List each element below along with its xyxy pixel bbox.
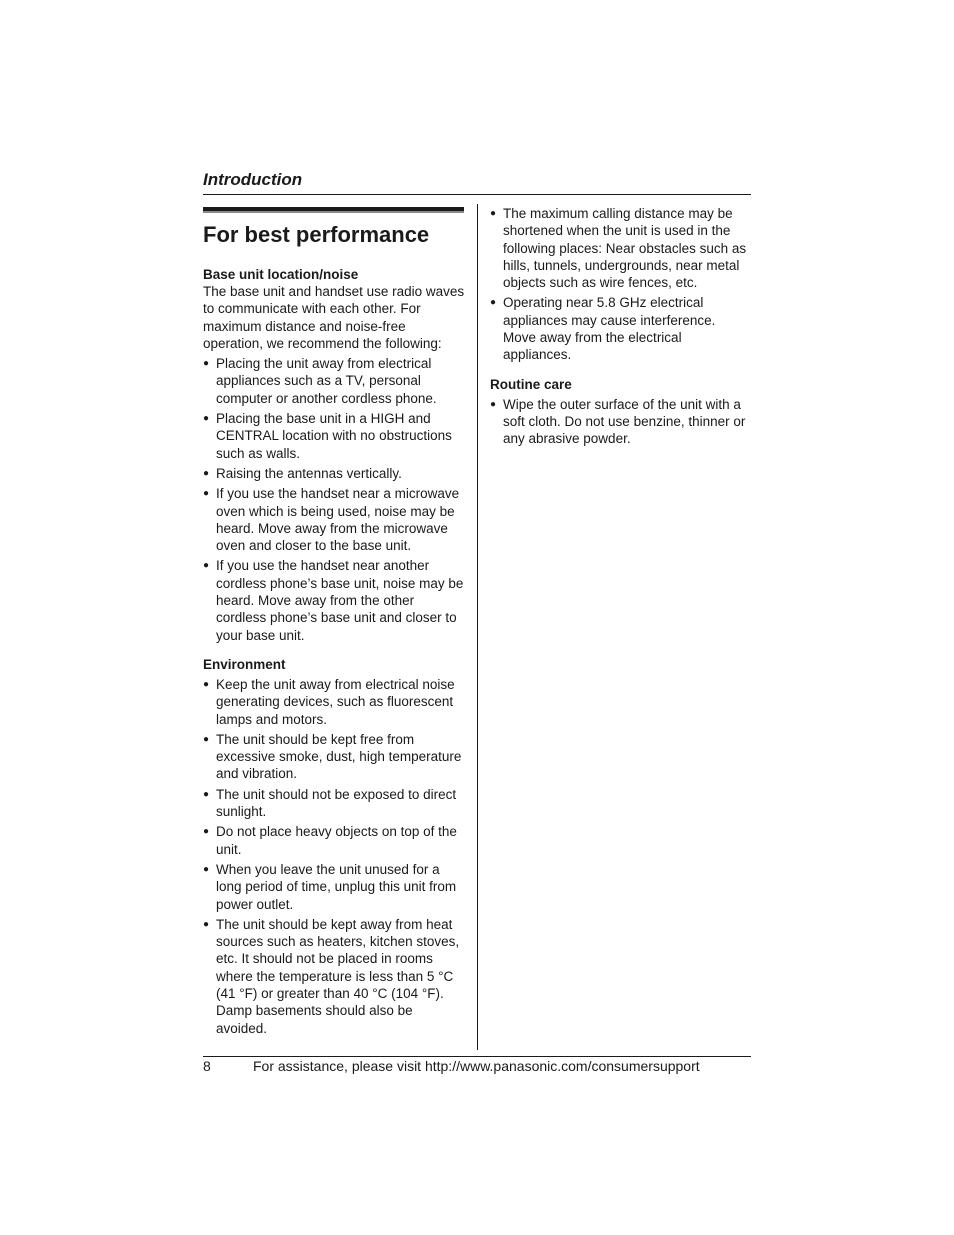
bullet-icon: ● — [203, 467, 210, 479]
list-item: ● Raising the antennas vertically. — [203, 465, 402, 481]
base-unit-list — [203, 355, 465, 644]
bullet-icon: ● — [490, 398, 497, 410]
list-item: ● Keep the unit away from electrical noise generating devices, such as fluorescent lamps and motors. — [203, 676, 455, 727]
base-unit-intro: The base unit and handset use radio waves to communicate with each other. For maximum distance and noise-free operation, we recommend the following: — [203, 284, 465, 351]
list-item: ● Operating near 5.8 GHz electrical appliances may cause interference. Move away from the electrical appliances. — [490, 295, 716, 363]
list-item: ● Wipe the outer surface of the unit with a soft cloth. Do not use benzine, thinner or any abrasive powder. — [490, 396, 746, 447]
list-item: ● If you use the handset near a microwave oven which is being used, noise may be heard. Move away from the microwave oven and closer to the base unit. — [203, 486, 460, 554]
bullet-icon: ● — [203, 863, 210, 875]
right-column — [490, 202, 752, 448]
list-item: ● When you leave the unit unused for a long period of time, unplug this unit from power outlet. — [203, 861, 457, 912]
list-item: ● The unit should be kept free from excessive smoke, dust, high temperature and vibration. — [203, 731, 462, 782]
list-item: ● Placing the base unit in a HIGH and CENTRAL location with no obstructions such as walls. — [203, 411, 452, 461]
section-title-bar — [203, 207, 464, 213]
bullet-icon: ● — [203, 488, 210, 500]
routine-care-list — [490, 396, 752, 448]
bullet-icon: ● — [490, 208, 497, 219]
list-item: ● Do not place heavy objects on top of the unit. — [203, 824, 457, 857]
bullet-icon: ● — [203, 413, 210, 425]
environment-list — [203, 676, 465, 1037]
running-header: Introduction — [203, 170, 303, 189]
bullet-icon: ● — [203, 358, 210, 370]
bullet-icon: ● — [203, 733, 210, 745]
list-item: ● If you use the handset near another cordless phone’s base unit, noise may be heard. Move away from the other cordless phone’s base unit and closer to your base unit. — [203, 558, 464, 643]
base-unit-list-continued — [490, 205, 752, 364]
header-divider — [203, 194, 751, 195]
footer-assistance-text: For assistance, please visit http://www.panasonic.com/consumersupport — [253, 1058, 700, 1074]
section-title: For best performance — [203, 222, 430, 247]
footer-divider — [203, 1056, 751, 1057]
list-item: ● The unit should be kept away from heat sources such as heaters, kitchen stoves, etc. It should not be placed in rooms where the temperature is less than 5 °C (41 °F) or greater than 40 °C (104 °F). Damp basements should also be avoided. — [203, 916, 460, 1036]
bullet-icon: ● — [203, 678, 210, 690]
list-item: ● Placing the unit away from electrical appliances such as a TV, personal computer or another cordless phone. — [203, 356, 437, 406]
bullet-icon: ● — [203, 788, 210, 800]
bullet-icon: ● — [203, 826, 210, 838]
base-unit-heading: Base unit location/noise — [203, 267, 359, 282]
left-column — [203, 207, 465, 1037]
bullet-icon: ● — [203, 560, 210, 572]
page-number: 8 — [203, 1058, 211, 1074]
column-divider — [477, 204, 478, 1050]
bullet-icon: ● — [490, 297, 497, 309]
bullet-icon: ● — [203, 918, 210, 930]
list-item: ● The maximum calling distance may be shortened when the unit is used in the following places: Near obstacles such as hills, tunnels, undergrounds, near metal objects such as wire fences, etc. — [490, 206, 747, 291]
environment-heading: Environment — [203, 656, 286, 672]
routine-care-heading: Routine care — [490, 376, 572, 392]
list-item: ● The unit should not be exposed to direct sunlight. — [203, 786, 457, 820]
